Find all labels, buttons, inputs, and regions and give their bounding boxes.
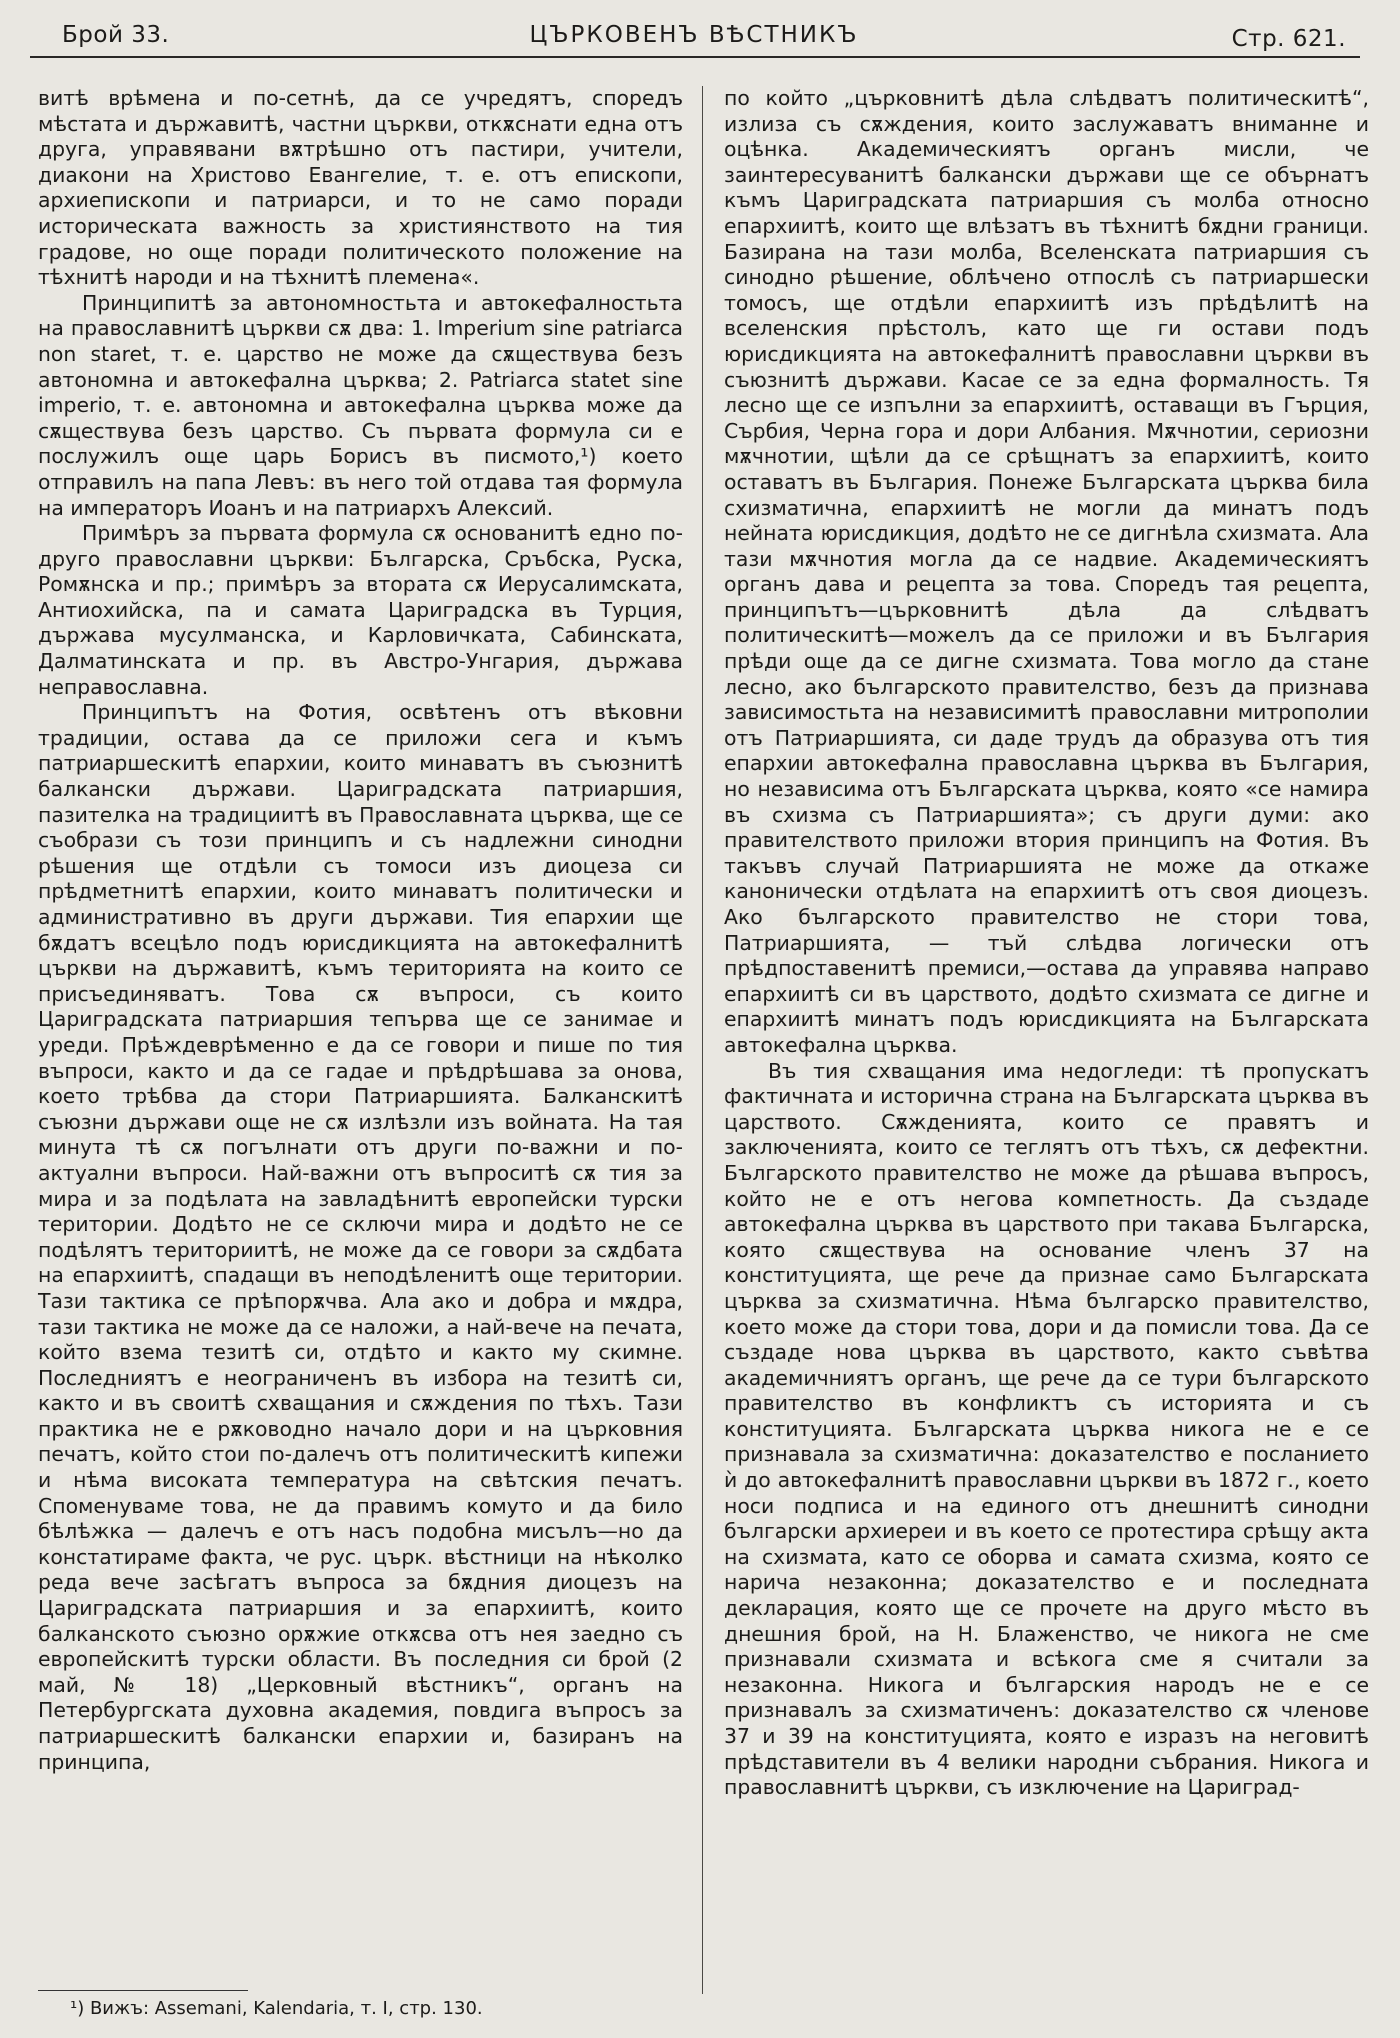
page-number: Стр. 621. xyxy=(1231,26,1346,52)
column-divider xyxy=(702,86,703,1994)
footnote-divider xyxy=(38,1990,248,1991)
paragraph: по който „църковнитѣ дѣла слѣдватъ политическитѣ“, излиза съ сѫждения, които заслужаватъ вниманне и оцѣнка. Академическиятъ органъ мисли, че заинтересуванитѣ балкански държави ще се обърнатъ къмъ Цариградската патриаршия съ молба относно епархиитѣ, които ще влѣзатъ въ тѣхнитѣ бѫдни граници. Базирана на тази молба, Вселенската патриаршия съ синодно рѣшение, облѣчено отпослѣ съ патриаршески томосъ, ще отдѣли епархиитѣ изъ прѣдѣлитѣ на вселенския прѣстолъ, като ще ги остави подъ юрисдикцията на автокефалнитѣ православни църкви въ съюзнитѣ държави. Касае се за една формалность. Тя лесно ще се изпълни за епархиитѣ, оставащи въ Гърция, Сърбия, Черна гора и дори Албания. Мѫчнотии, сериозни мѫчнотии, щѣли да се срѣщнатъ за епархиитѣ, които оставатъ въ България. Понеже Българската църква била схизматична, епархиитѣ не могли да минатъ подъ нейната юрисдикция, додѣто не се дигнѣла схизмата. Ала тази мѫчнотия могла да се надвие. Академическиятъ органъ дава и рецепта за това. Споредъ тая рецепта, принципътъ—църковнитѣ дѣла да слѣдватъ политическитѣ—можелъ да се приложи и въ България прѣди още да се дигне схизмата. Това могло да стане лесно, ако българското правителство, безъ да признава зависимостьта на независимитѣ православни митрополии отъ Патриаршията, си даде трудъ да образува отъ тия епархии автокефална православна църква въ България, но независима отъ Българската църква, която «се намира въ схизма съ Патриаршията»; съ други думи: ако правителството приложи втория принципъ на Фотия. Въ такъвъ случай Патриаршията не може да откаже канонически отдѣлата на епархиитѣ отъ своя диоцезъ. Ако българското правителство не стори това, Патриаршията, — тъй слѣдва логически отъ прѣдпоставенитѣ премиси,—остава да управява направо епархиитѣ си въ царството, додѣто схизмата се дигне и епархиитѣ минатъ подъ юрисдикцията на Българската автокефална църква. xyxy=(724,86,1369,1057)
paragraph: витѣ врѣмена и по-сетнѣ, да се учредятъ, споредъ мѣстата и държавитѣ, частни църкви, откѫснати една отъ друга, управявани вѫтрѣшно отъ пастири, учители, диакони на Христово Евангелие, т. е. отъ епископи, архиепископи и патриарси, и то не само поради историческата важность за християнството на тия градове, но още поради политическото положение на тѣхнитѣ народи и на тѣхнитѣ племена«. xyxy=(38,86,683,290)
paragraph: Примѣръ за първата формула сѫ основанитѣ едно по-друго православни църкви: Българска, Сръбска, Руска, Ромѫнска и пр.; примѣръ за втората сѫ Иерусалимската, Антиохийска, па и самата Цариградска въ Турция, държава мусулманска, и Карловичката, Сабинската, Далматинската и пр. въ Австро-Унгария, държава неправославна. xyxy=(38,521,683,699)
footnote: ¹) Вижъ: Assemani, Kalendaria, т. I, стр. 130. xyxy=(70,1998,483,2019)
left-column xyxy=(38,86,683,1775)
newspaper-title: ЦЪРКОВЕНЪ ВѢСТНИКЪ xyxy=(529,22,859,48)
paragraph: Принципътъ на Фотия, освѣтенъ отъ вѣковни традиции, остава да се приложи сега и къмъ патриаршескитѣ епархии, които минаватъ въ съюзнитѣ балкански държави. Цариградската патриаршия, пазителка на традициитѣ въ Православната църква, ще се съобрази съ този принципъ и съ надлежни синодни рѣшения ще отдѣли съ томоси изъ диоцеза си прѣдметнитѣ епархии, които минаватъ политически и административно въ други държави. Тия епархии ще бѫдатъ всецѣло подъ юрисдикцията на автокефалнитѣ църкви на държавитѣ, къмъ територията на които се присъединяватъ. Това сѫ въпроси, съ които Цариградската патриаршия тепърва ще се занимае и уреди. Прѣждеврѣменно е да се говори и пише по тия въпроси, както и да се гадае и прѣдрѣшава за онова, което трѣбва да стори Патриаршията. Балканскитѣ съюзни държави още не сѫ излѣзли изъ войната. На тая минута тѣ сѫ погълнати отъ други по-важни и по-актуални въпроси. Най-важни отъ въпроситѣ сѫ тия за мира и за подѣлата на завладѣнитѣ европейски турски територии. Додѣто не се сключи мира и додѣто не се подѣлятъ териториитѣ, не може да се говори за сѫдбата на епархиитѣ, спадащи въ неподѣленитѣ още територии. Тази тактика се прѣпорѫчва. Ала ако и добра и мѫдра, тази тактика не може да се наложи, а най-вече на печата, който взема тезитѣ си, отдѣто и както му скимне. Последниятъ е неограниченъ въ избора на тезитѣ си, както и въ своитѣ схващания и сѫждения по тѣхъ. Тази практика не е рѫководно начало дори и на църковния печатъ, който стои по-далечъ отъ политическитѣ кипежи и нѣма високата температура на свѣтския печатъ. Споменуваме това, не да правимъ комуто и да било бѣлѣжка — далечъ е отъ насъ подобна мисълъ—но да констатираме факта, че рус. църк. вѣстници на нѣколко реда вече засѣгатъ въпроса за бѫдния диоцезъ на Цариградската патриаршия и за епархиитѣ, които балканското съюзно орѫжие откѫсва отъ нея заедно съ европейскитѣ турски области. Въ последния си брой (2 май, № 18) „Церковный вѣстникъ“, органъ на Петербургската духовна академия, повдига въпросъ за патриаршескитѣ балкански епархии и, базиранъ на принципа, xyxy=(38,700,683,1774)
paragraph: Принципитѣ за автономностьта и автокефалностьта на православнитѣ църкви сѫ два: 1. Imperium sine patriarca non staret, т. е. царство не може да сѫществува безъ автономна и автокефална църква; 2. Patriarca statet sine imperio, т. е. автономна и автокефална църква може да сѫществува безъ царство. Съ първата формула си е послужилъ още царь Борисъ въ писмото,¹) което отправилъ на папа Левъ: въ него той отдава тая формула на императоръ Иоанъ и на патриархъ Алексий. xyxy=(38,290,683,520)
page-header xyxy=(32,18,1356,58)
right-column xyxy=(724,86,1369,1801)
issue-number: Брой 33. xyxy=(62,22,170,48)
paragraph: Въ тия схващания има недогледи: тѣ пропускатъ фактичната и исторична страна на Българската църква въ царството. Сѫжденията, които се правятъ и заключенията, които се теглятъ отъ тѣхъ, сѫ дефектни. Българското правителство не може да рѣшава въпросъ, който не е отъ негова компетность. Да създаде автокефална църква въ царството при такава Българска, която сѫществува на основание членъ 37 на конституцията, ще рече да признае само Българската църква за схизматична. Нѣма българско правителство, което може да стори това, дори и да помисли това. Да се създаде нова църква въ царството, както съвѣтва академичниятъ органъ, ще рече да се тури българското правителство въ конфликтъ съ историята и съ конституцията. Българската църква никога не е се признавала за схизматична: доказателство е посланието ѝ до автокефалнитѣ православни църкви въ 1872 г., което носи подписа и на единого отъ днешнитѣ синодни български архиереи и въ което се протестира срѣщу акта на схизмата, като се оборва и самата схизма, която се нарича незаконна; доказателство е и последната декларация, която ще се прочете на друго мѣсто въ днешния брой, на Н. Блаженство, че никога не сме признавали схизмата и всѣкога сме я считали за незаконна. Никога и българския народъ не е се признавалъ за схизматиченъ: доказателство сѫ членове 37 и 39 на конституцията, която е изразъ на неговитѣ прѣдставители въ 4 велики народни събрания. Никога и православнитѣ църкви, съ изключение на Царигpад- xyxy=(724,1058,1369,1800)
header-divider xyxy=(30,56,1360,58)
